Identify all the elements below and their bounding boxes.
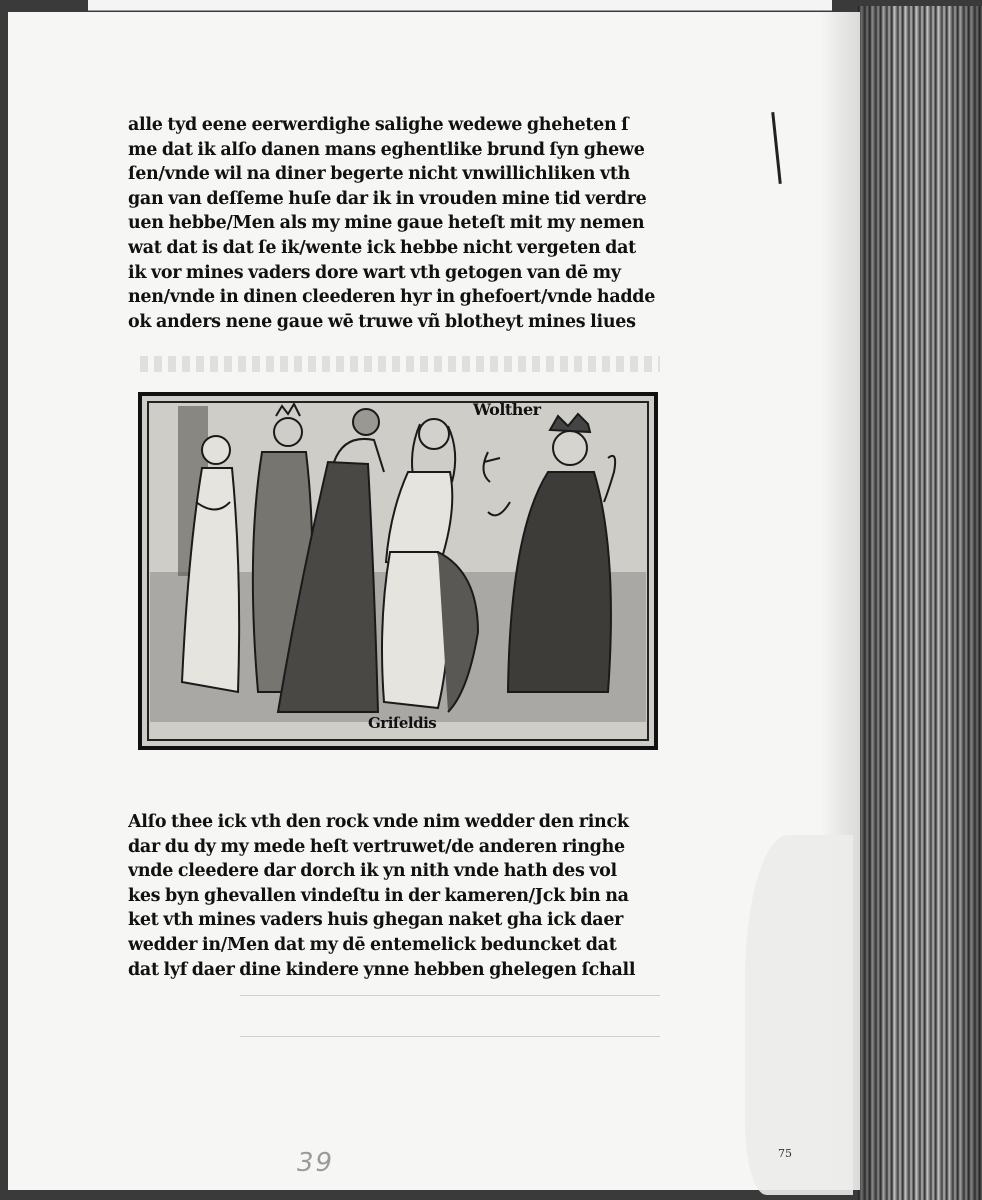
text-line: kes byn ghevallen vindeſtu in der kameren/Jck bin na [128, 885, 629, 906]
text-line: ket vth mines vaders huis ghegan naket gha ick daer [128, 910, 624, 931]
previous-page-edge [88, 0, 832, 11]
text-line: nen/vnde in dinen cleederen hyr in ghefoert/vnde hadde [128, 287, 656, 308]
page-damage [745, 835, 853, 1195]
text-block-top [128, 113, 658, 334]
text-line: wat dat is dat ſe ik/wente ick hebbe nicht vergeten dat [128, 237, 636, 258]
text-line: Alſo thee ick vth den rock vnde nim wedder den rinck [128, 812, 629, 832]
pencil-annotation: 39 [297, 1148, 335, 1178]
woodcut-drawing [138, 392, 658, 750]
text-line: gan van deſſeme huſe dar ik in vrouden mine tid verdre [128, 188, 647, 209]
woodcut-label-wolther: Wolther [473, 400, 541, 419]
woodcut-label-griseldis: Griſeldis [368, 714, 437, 732]
text-line: alle tyd eene eerwerdighe salighe wedewe gheheten ſ [128, 115, 629, 135]
text-line: dat lyf daer dine kindere ynne hebben ghelegen ſchall [128, 959, 636, 980]
book-fore-edge [858, 6, 982, 1200]
text-line: ſen/vnde wil na diner begerte nicht vnwillichliken vth [128, 164, 631, 185]
text-line: ik vor mines vaders dore wart vth getogen van dē my [128, 262, 621, 283]
page-smudge [240, 995, 660, 1037]
text-line: me dat ik alſo danen mans eghentlike brund ſyn ghewe [128, 139, 645, 160]
text-block-bottom [128, 810, 658, 982]
woodcut-illustration [138, 392, 658, 750]
folio-number: 75 [778, 1147, 792, 1160]
text-line: dar du dy my mede heſt vertruwet/de anderen ringhe [128, 836, 625, 857]
show-through-text [140, 356, 660, 372]
text-line: ok anders nene gaue wē truwe vñ blotheyt mines liues [128, 311, 636, 332]
text-line: wedder in/Men dat my dē entemelick beduncket dat [128, 934, 617, 955]
text-line: uen hebbe/Men als my mine gaue heteſt mit my nemen [128, 213, 645, 234]
text-line: vnde cleedere dar dorch ik yn nith vnde hath des vol [128, 861, 617, 882]
